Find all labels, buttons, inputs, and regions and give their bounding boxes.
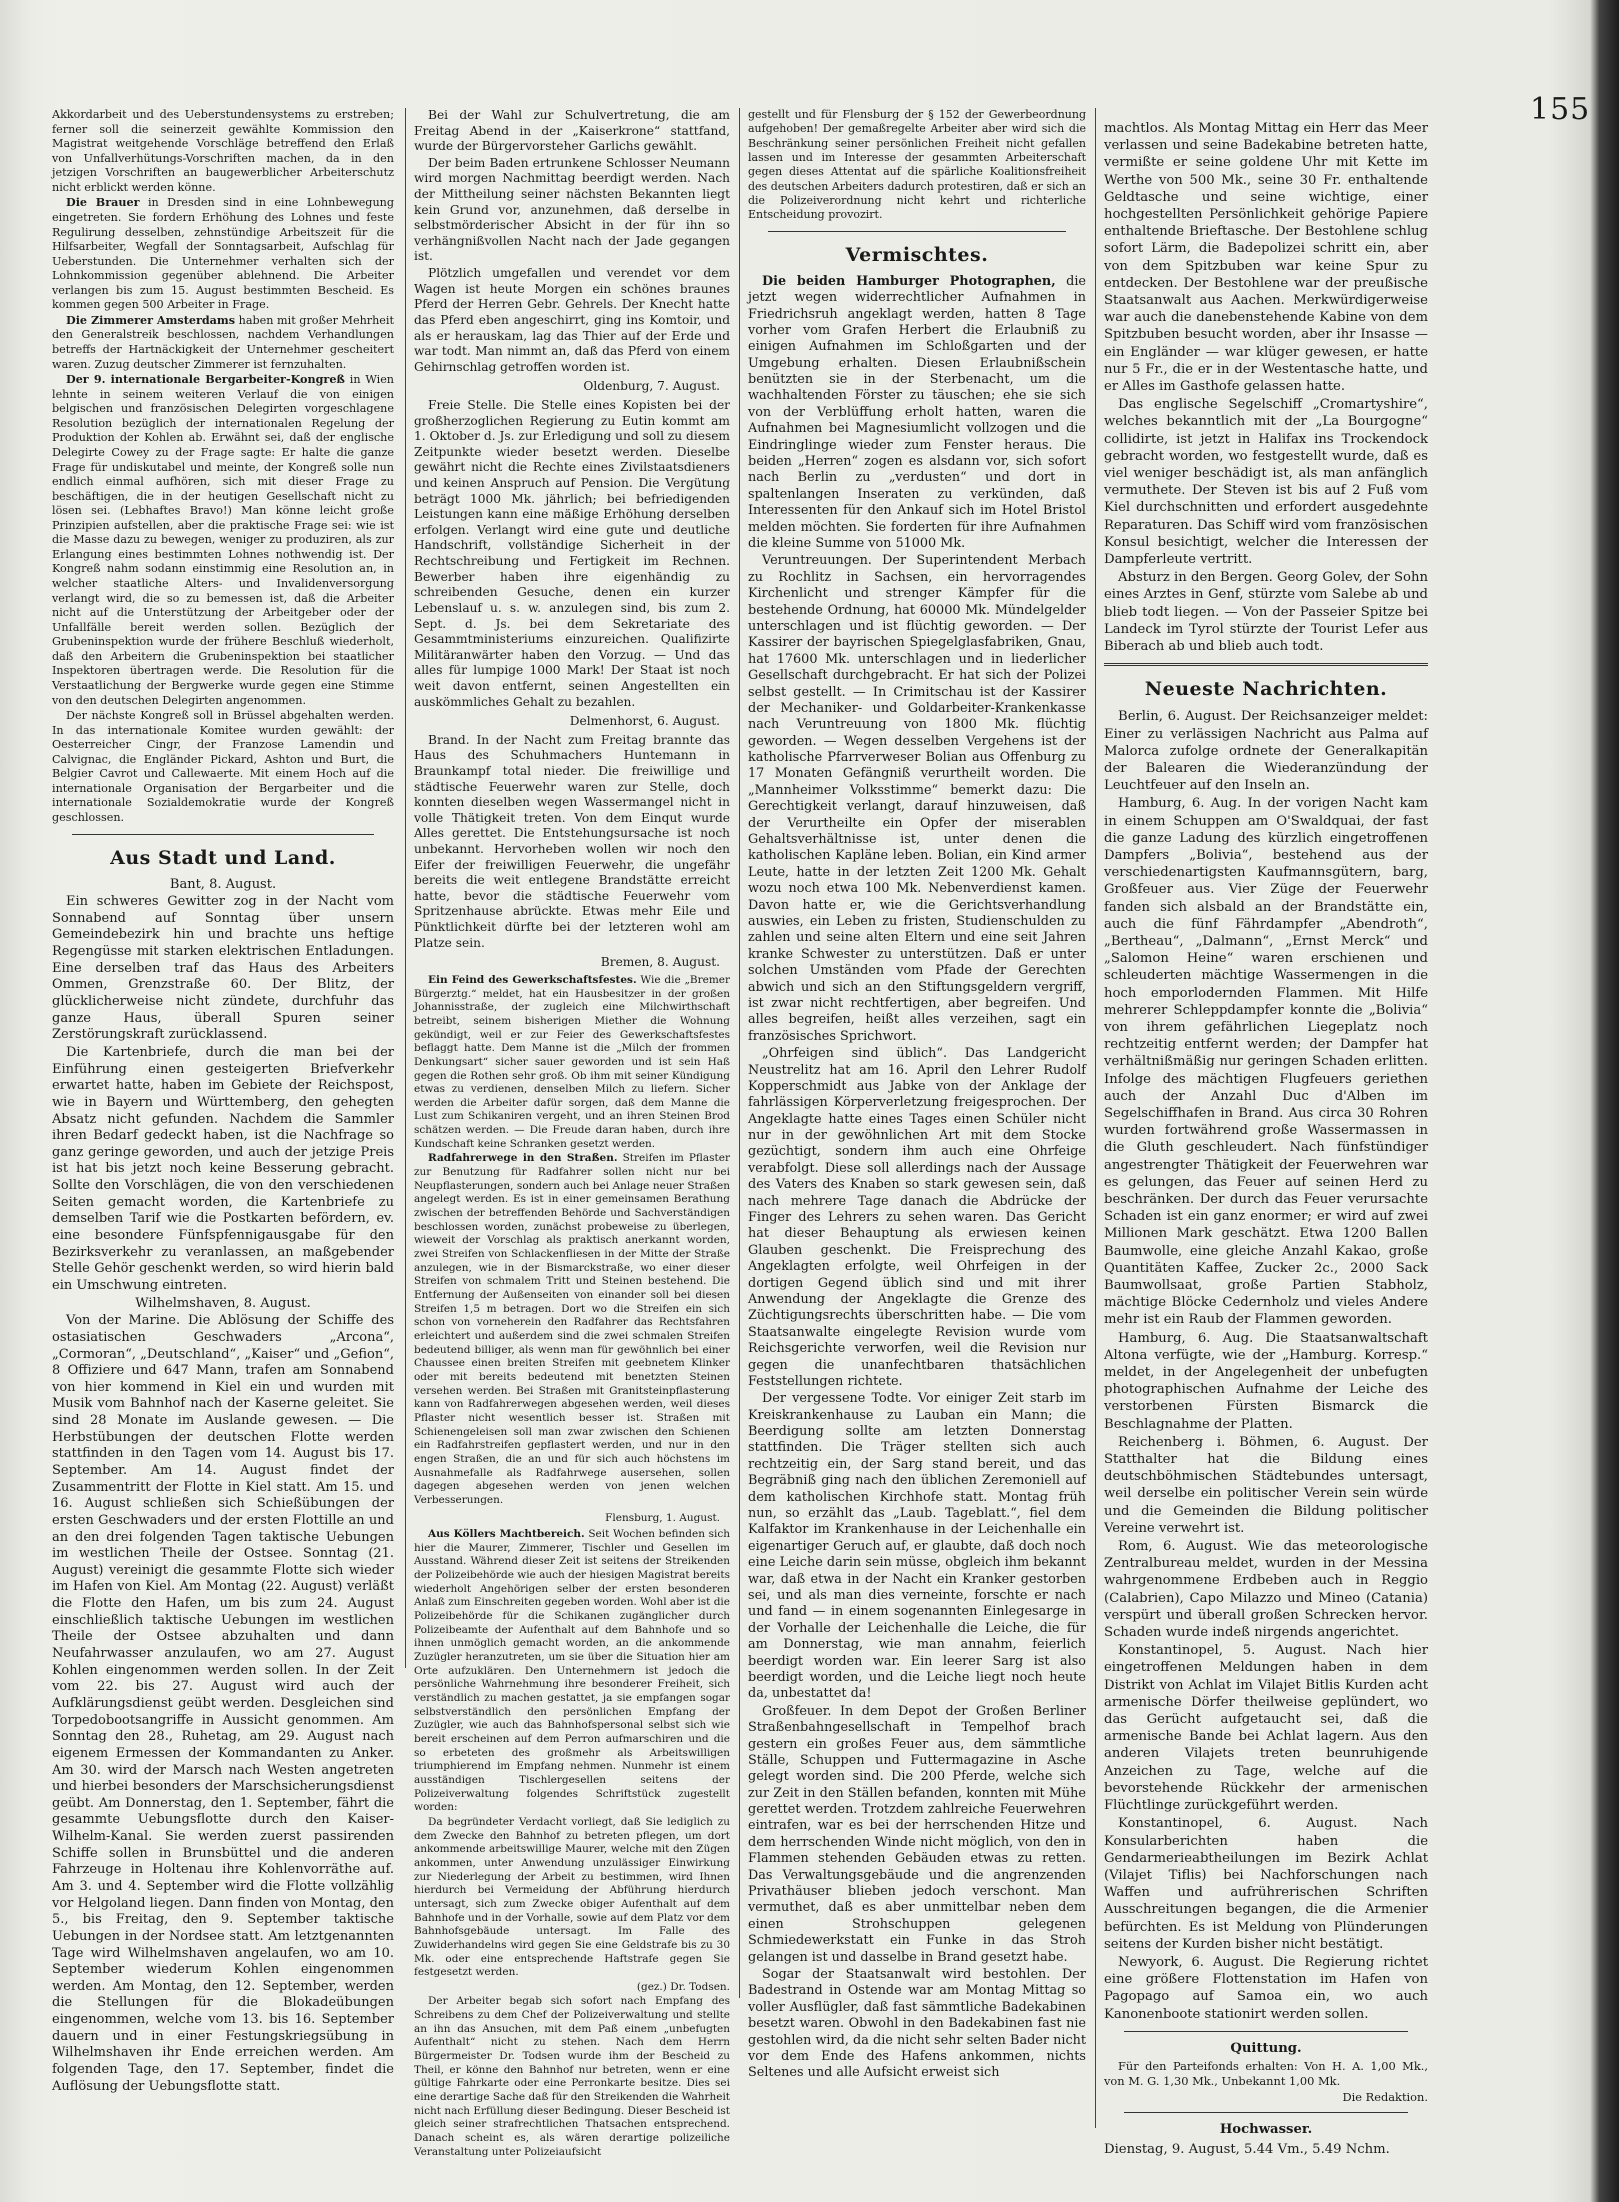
article-text: Von der Marine. Die Ablösung der Schiffe des ostasiatischen Geschwaders „Arcona“, „Cormoran“, „Deutschland“, „Kaiser“ und „Gefion“, 8 Offiziere und 647 Mann, trafen am Sonnabend von hier kommend in Kiel ein und wurden mit Musik vom Bahnhof nach der Kaserne geleitet. Sie sind 28 Monate im Auslande gewesen. — Die Herbstübungen der deutschen Flotte werden stattfinden in den Tagen vom 14. August bis 17. September. Am 14. August findet der Zusammentritt der Flotte in Kiel statt. Am 15. und 16. August schließen sich Schießübungen der ersten Geschwaders und der ersten Flottille an und an den drei folgenden Tagen taktische Uebungen im westlichen Theile der Ostsee. Sonntag (21. August) vereinigt die gesammte Flotte sich wieder im Hafen von Kiel. Am Montag (22. August) verläßt die Flotte den Hafen, um bis zum 24. August einschließlich taktische Uebungen im westlichen Theile der Ostsee abzuhalten und dann Neufahrwasser anzulaufen, wo am 27. August Kohlen eingenommen werden sollen. In der Zeit vom 22. bis 27. August wird auch der Aufklärungsdienst geübt werden. Desgleichen sind Torpedobootsangriffe in Aussicht genommen. Am Sonntag den 28., Ruhetag, am 29. August nach eigenem Ermessen der Kommandanten zu Anker. Am 30. wird der Marsch nach Westen angetreten und hierbei besonders der Marschsicherungsdienst geübt. Am Donnerstag, den 1. September, fährt die gesammte Uebungsflotte durch den Kaiser-Wilhelm-Kanal. Sie werden zuerst passirenden Schiffe sollen in Brunsbüttel und die anderen Fahrzeuge in Holtenau ihre Kohlenvorräthe auf. Am 3. und 4. September wird die Flotte vollzählig vor Helgoland liegen. Dann finden von Montag, den 5., bis Freitag, den 9. September taktische Uebungen in der Nordsee statt. Am letztgenannten Tage wird Wilhelmshaven angelaufen, wo am 10. September wiederum Kohlen eingenommen werden. Am Montag, den 12. September, werden die Stellungen für die Blokadeübungen eingenommen, welche vom 13. bis 16. September dauern und in einer Festungskriegsübung in Wilhelmshaven ihr Ende erreichen werden. Am folgenden Tage, den 17. September, findet die Auflösung der Uebungsflotte statt. [52, 1313, 394, 2094]
page-number: 155 [1530, 92, 1591, 127]
column-rule [739, 108, 740, 1998]
article-text: Newyork, 6. August. Die Regierung richtet eine größere Flottenstation im Hafen von Pagopago auf Samoa ein, wo auch Kanonenboote stationirt werden sollen. [1104, 1954, 1428, 2022]
article-text: machtlos. Als Montag Mittag ein Herr das Meer verlassen und seine Badekabine betreten hatte, vermißte er seine goldene Uhr mit Kette im Werthe von 500 Mk., seine 30 Fr. enthaltende Geldtasche und seine wichtige, einer hochgestellten Persönlichkeit gehörige Papiere enthaltende Brieftasche. Der Bestohlene schlug sofort Lärm, die Badepolizei schritt ein, aber von dem Spitzbuben war keine Spur zu entdecken. Der Bestohlene war der preußische Staatsanwalt aus Aachen. Merkwürdigerweise war auch die danebenstehende Kabine von dem Spitzbuben besucht worden, aber ihr Insasse — ein Engländer — war klüger gewesen, er hatte nur 5 Fr., die er in der Westentasche hatte, und er Alles im Gasthofe gelassen hatte. [1104, 121, 1428, 395]
article-text: Die Kartenbriefe, durch die man bei der Einführung einen gesteigerten Briefverkehr erwartet hatte, haben im Gebiete der Reichspost, wie in Bayern und Württemberg, den gehegten Absatz nicht gefunden. Nachdem die Sammler ihren Bedarf gedeckt haben, ist die Nachfrage so ganz geringe geworden, und auch der jetzige Preis ist hat bis jetzt noch keine Besserung gebracht. Sollte den Vorschlägen, die von den verschiedenen Seiten gemacht worden, die Kartenbriefe zu demselben Tarif wie die Postkarten befördern, ev. eine besondere Fünfspfennigausgabe für den Bezirksverkehr zu veranlassen, an maßgebender Stelle Gehör geschenkt werden, so wird hierin bald ein Umschwung eintreten. [52, 1044, 394, 1293]
section-title: Neueste Nachrichten. [1144, 678, 1388, 701]
article-text: Der beim Baden ertrunkene Schlosser Neumann wird morgen Nachmittag beerdigt werden. Nach der Mittheilung seiner nächsten Bekannten liegt kein Grund vor, anzunehmen, daß derselbe in selbstmörderischer Absicht in der für ihn so verhängnißvollen Nacht nach der Jade gegangen ist. [414, 155, 730, 264]
article-heading: Der 9. internationale Bergarbeiter-Kongreß [66, 373, 345, 387]
signature: (gez.) Dr. Todsen. [636, 1980, 730, 1993]
article-text: Der nächste Kongreß soll in Brüssel abgehalten werden. In das internationale Komitee wurden gewählt: der Oesterreicher Cingr, der Franzose Lamendin und Calvignac, die Engländer Pickard, Ashton und Burt, die Belgier Cavrot und Callewaerte. Mit einem Hoch auf die internationale Organisation der Bergarbeiter und die internationale Sozialdemokratie wurde der Kongreß geschlossen. [52, 709, 394, 824]
divider [1104, 663, 1428, 666]
column-3 [748, 108, 1086, 2083]
article-text: Der vergessene Todte. Vor einiger Zeit starb im Kreiskrankenhause zu Lauban ein Mann; die Beerdigung sollte am letzten Donnerstag stattfinden. Die Träger stellten sich auch rechtzeitig ein, der Sarg stand bereit, und das Begräbniß ging nach den üblichen Zeremoniell auf dem katholischen Kirchhofe statt. Montag früh nun, so erzählt das „Laub. Tageblatt.“, fiel dem Kalfaktor im Krankenhause in der Leichenhalle ein eigenartiger Geruch auf, er glaubte, daß doch noch eine Leiche darin sein müsse, obgleich ihm bekannt war, daß etwa in der Nacht ein Kranker gestorben sei, und als man dies verneinte, forschte er nach und fand — in einem sogenannten Einlegesarge in der Vorhalle der Leichenhalle die Leiche, die für am Donnerstag, wie man annahm, feierlich beerdigt worden war. Ein leerer Sarg ist also beerdigt worden, und die Leiche liegt noch heute da, unbestattet da! [748, 1391, 1086, 1702]
article-text: Rom, 6. August. Wie das meteorologische Zentralbureau meldet, wurden in der Messina wahrgenommene Erdbeben auch in Reggio (Calabrien), Capo Milazzo und Mineo (Catania) verspürt und überall großen Schrecken hervor. Schaden wurde indeß nirgends angerichtet. [1104, 1539, 1428, 1641]
article-text: „Ohrfeigen sind üblich“. Das Landgericht Neustrelitz hat am 16. April den Lehrer Rudolf Kopperschmidt aus Jabke von der Anklage der fahrlässigen Körperverletzung freigesprochen. Der Angeklagte hatte eines Tages einen Schüler nicht nur in der gewöhnlichen Art mit dem Stocke gezüchtigt, sondern ihm auch eine Ohrfeige verabfolgt. Diese soll allerdings nach der Aussage des Vaters des Knaben so stark gewesen sein, daß nach mehrere Tage danach die Abdrücke der Finger des Lehrers zu sehen waren. Das Gericht hat dieser Behauptung als erwiesen keinen Glauben geschenkt. Die Freisprechung des Angeklagten erfolgte, weil Ohrfeigen in der dortigen Gegend üblich sind und mit ihrer Anwendung der Angeklagte die Grenze des Züchtigungsrechts überschritten habe. — Die vom Staatsanwalte eingelegte Revision wurde vom Reichsgerichte verworfen, weil die Revision nur gegen die unanfechtbaren thatsächlichen Feststellungen richtete. [748, 1046, 1086, 1389]
column-rule [405, 108, 406, 1668]
dateline: Wilhelmshaven, 8. August. [135, 1295, 311, 1311]
article-text: Plötzlich umgefallen und verendet vor dem Wagen ist heute Morgen ein schönes braunes Pferd der Herren Gebr. Gehrels. Der Knecht hatte das Pferd eben angeschirrt, ging ins Komtoir, und als er herauskam, lag das Thier auf der Erde und war todt. Man nimmt an, daß das Pferd von einem Gehirnschlag getroffen worden ist. [414, 266, 730, 374]
hochwasser-text: Dienstag, 9. August, 5.44 Vm., 5.49 Nchm. [1104, 2141, 1390, 2157]
article-text: haben mit großer Mehrheit den Generalstreik beschlossen, nachdem Verhandlungen betreffs der Hartnäckigkeit der Unternehmer gescheitert waren. Zuzug deutscher Zimmerer ist fernzuhalten. [52, 313, 394, 371]
article-heading: Die Brauer [66, 196, 140, 210]
article-text: Berlin, 6. August. Der Reichsanzeiger meldet: Einer zu verlässigen Nachricht aus Palma auf Malorca zufolge ordnete der Generalkapitän der Balearen die Wiederanzündung der Leuchtfeuer auf den Inseln an. [1104, 709, 1428, 794]
section-title: Vermischtes. [845, 243, 989, 266]
article-text: Streifen im Pflaster zur Benutzung für Radfahrer sollen nicht nur bei Neupflasterungen, sondern auch bei Anlage neuer Straßen angelegt werden. Es ist in einer gemeinsamen Berathung zwischen der betreffenden Behörde und Sachverständigen beschlossen worden, zunächst probeweise zu überlegen, wieweit der Vorschlag als praktisch anerkannt worden, zwei Streifen von Schlackenfliesen in der Mitte der Straße anzulegen, wie in der Bismarckstraße, wo einer dieser Streifen von schmalem Tritt und Steinen bestehend. Die Entfernung der Außenseiten von einander soll bei diesen Streifen 1,5 m betragen. Dort wo die Streifen ein sich schon von vorneherein den Radfahrer das Rechtsfahren erleichtert und außerdem sind die zwei schmalen Streifen bedeutend billiger, als wenn man für gewöhnlich bei einer Chaussee einen breiten Streifen mit geebnetem Klinker oder mit bereits bedeutend mit benetzten Steinen versehen werden. Bei Straßen mit Granitsteinpflasterung kann von Radfahrerwegen abgesehen werden, weil dieses Pflaster nicht wesentlich besser ist. Straßen mit Schienengeleisen soll man zwar zwischen den Schienen ein Radfahrstreifen gepflastert werden, und nur in den engen Straßen, die an und für sich auch höchstens im Ausnahmefalle als Radfahrwege ausersehen, sollen dagegen abgesehen werden von jenen welchen Verbesserungen. [414, 1152, 730, 1506]
column-2 [414, 108, 730, 2160]
article-text: gestellt und für Flensburg der § 152 der Gewerbeordnung aufgehoben! Der gemaßregelte Arbeiter aber wird sich die Beschränkung seiner persönlichen Freiheit nicht gefallen lassen und im Interesse der gesammten Arbeiterschaft gegen dieses Attentat auf die spärliche Koalitionsfreiheit des deutschen Arbeiters dadurch protestiren, daß er sich an die Polizeiverordnung nicht kehrt und richterliche Entscheidung provozirt. [748, 108, 1086, 222]
dateline: Delmenhorst, 6. August. [569, 714, 720, 729]
article-text: Hamburg, 6. Aug. In der vorigen Nacht kam in einem Schuppen am O'Swaldquai, der fast die ganze Ladung des kürzlich eingetroffenen Dampfers „Bolivia“, bestehend aus der verschiedenartigsten Kaufmannsgütern, barg, Großfeuer aus. Vier Züge der Feuerwehr fanden sich alsbald an der Brandstätte ein, auch die fünf Fährdampfer „Abendroth“, „Bertheau“, „Dalmann“, „Ernst Merck“ und „Salomon Heine“ waren erschienen und schleuderten mächtige Wassermengen in die hoch emporlodernden Flammen. Mit Hilfe mehrerer Schleppdampfer konnte die „Bolivia“ von ihrem gefährlichen Liegeplatz noch rechtzeitig entfernt werden; der Dampfer hat verhältnißmäßig nur geringen Schaden erlitten. Infolge des mächtigen Flugfeuers geriethen auch der Anzahl Duc d'Alben im Segelschiffhafen in Brand. Aus circa 30 Rohren wurden fortwährend große Wassermassen in die Gluth geschleudert. Nach fünfstündiger angestrengter Thätigkeit der Feuerwehren war es gelungen, das Feuer auf seinen Herd zu beschränken. Der durch das Feuer verursachte Schaden ist ein ganz enormer; er wird auf zwei Millionen Mark geschätzt. Etwa 1200 Ballen Baumwolle, eine gleiche Anzahl Kakao, große Quantitäten Kaffee, Zucker 2c., 2000 Sack Baumwollsaat, große Partien Stabholz, mächtige Blöcke Cedernholz und vieles Andere mehr ist ein Raub der Flammen geworden. [1104, 796, 1428, 1328]
article-text: Brand. In der Nacht zum Freitag brannte das Haus des Schuhmachers Huntemann in Braunkampf total nieder. Die freiwillige und städtische Feuerwehr waren zur Stelle, doch konnten dieselben wegen Wassermangel nicht in volle Thätigkeit treten. Von dem Einqut wurde Alles gerettet. Die Entstehungsursache ist noch unbekannt. Hervorheben wollen wir noch den Eifer der freiwilligen Feuerwehr, die ungefähr bereits die weit entlegene Brandstätte erreicht hatte, bevor die städtische Feuerwehr vom Spritzenhause abrückte. Etwas mehr Eile und Pünktlichkeit dürfte bei der letzteren wohl am Platze sein. [414, 732, 730, 950]
article-text: Veruntreuungen. Der Superintendent Merbach zu Rochlitz in Sachsen, ein hervorragendes Kirchenlicht und strenger Kämpfer für die bestehende Ordnung, hat 60000 Mk. Mündelgelder unterschlagen und ist flüchtig geworden. — Der Kassirer der bayrischen Spiegelglasfabriken, Gnau, hat 17600 Mk. unterschlagen und in liederlicher Gesellschaft durchgebracht. Er hat sich der Polizei selbst gestellt. — In Crimitschau ist der Kassirer der Mechaniker- und Goldarbeiter-Krankenkasse nach Veruntreuung von 1800 Mk. flüchtig geworden. — Wegen desselben Vergehens ist der katholische Pfarrverweser Bolian aus Offenburg zu 17 Monaten Gefängniß verurtheilt worden. Die „Mannheimer Volksstimme“ bemerkt dazu: Die Gerechtigkeit verlangt, darauf hinzuweisen, daß der Verurtheilte ein Opfer der miserablen Gehaltsverhältnisse ist, unter denen die katholischen Kapläne leben. Bolian, ein Kind armer Leute, hatte in der letzten Zeit 1200 Mk. Gehalt wozu noch etwa 100 Mk. Nebenverdienst kamen. Davon hatte er, wie die Gerichtsverhandlung auswies, ein Leben zu fristen, Studienschulden zu zahlen und seine alten Eltern und eine seit Jahren kranke Schwester zu unterstützen. Daß er unter solchen Umständen vom Pfade der Gerechten abwich und sich an den Stiftungsgeldern vergriff, ist zwar nicht rechtfertigen, aber begreifen. Und alles begreifen, heißt alles verzeihen, sagt ein französisches Sprichwort. [748, 553, 1086, 1044]
dateline: Bant, 8. August. [169, 876, 277, 892]
article-text: Akkordarbeit und des Ueberstundensystems zu erstreben; ferner soll die seinerzeit gewählte Kommission den Magistrat weitgehende Vorschläge betreffend den Erlaß von Unfallverhütungs-Vorschriften machen, da in den jetzigen Vorschriften an baugewerblicher Arbeiterschutz nicht erblickt werden könne. [52, 108, 394, 194]
divider [768, 231, 1066, 232]
article-text: Reichenberg i. Böhmen, 6. August. Der Statthalter hat die Bildung eines deutschböhmischen Städtebundes untersagt, weil derselbe ein politischer Verein sein würde und die Gemeinden die Bildung politischer Vereine verwehrt ist. [1104, 1434, 1428, 1536]
article-heading: Aus Köllers Machtbereich. [428, 1528, 585, 1541]
quittung-text: Für den Parteifonds erhalten: Von H. A. 1,00 Mk., von M. G. 1,30 Mk., Unbekannt 1,00 Mk. [1104, 2058, 1428, 2088]
article-text: Seit Wochen befinden sich hier die Maurer, Zimmerer, Tischler und Gesellen im Ausstand. Während dieser Zeit ist seitens der Streikenden der Polizeibehörde wie auch der hiesigen Magistrat bereits wiederholt Angehörigen selber der ersten besonderen Anlaß zum Einschreiten gegeben worden. Wohl aber ist die Polizeibehörde für die Schikanen zugänglicher durch Polizeibeamte der Aufenthalt auf dem Bahnhofe und so ihnen unmöglich gemacht worden, an die ankommende Zuzügler heranzutreten, um sie über die Situation hier am Orte aufzuklären. Den Unternehmern ist jedoch die persönliche Wahrnehmung ihre besonderer Freiheit, sich verständlich zu machen gestattet, ja sie empfangen sogar selbstverständlich den persönlichen Empfang der Zuzügler, wie auch das Bahnhofspersonal selbst sich wie bereit erscheinen auf dem Perron aufmarschiren und die so erbeteten des großmehr als Arbeitswilligen triumphierend im Empfang nehmen. Nunmehr ist einem ausständigen Tischlergesellen seitens der Polizeiverwaltung folgendes Schriftstück zugestellt worden: [414, 1528, 730, 1814]
article-text: Sogar der Staatsanwalt wird bestohlen. Der Badestrand in Ostende war am Montag Mittag so voller Ausflügler, daß fast sämmtliche Badekabinen besetzt waren. Obwohl in den Badekabinen fast nie gestohlen wird, da die nicht sehr selten Bader nicht vor dem Ende des Hafens ankommen, nichts Seltenes und alle Aufsicht erweist sich [748, 1966, 1086, 2081]
article-text: Absturz in den Bergen. Georg Golev, der Sohn eines Arztes in Genf, stürzte vom Salebe ab und blieb todt liegen. — Von der Passeier Spitze bei Landeck im Tyrol stürzte der Tourist Lefer aus Biberach ab und blieb auch todt. [1104, 570, 1428, 655]
article-text: Konstantinopel, 5. August. Nach hier eingetroffenen Meldungen haben in dem Distrikt von Achlat im Vilajet Bitlis Kurden acht armenische Dörfer theilweise geplündert, wo das Gerücht aufgetaucht sei, daß die armenische Bande bei Achlat lagern. Aus den anderen Vilajets treten beunruhigende Anzeichen zu Tage, welche auf die bevorstehende Rückkehr der armenischen Flüchtlinge zurückgeführt werden. [1104, 1643, 1428, 1814]
article-text: Das englische Segelschiff „Cromartyshire“, welches bekanntlich mit der „La Bourgogne“ collidirte, ist jetzt in Halifax ins Trockendock gebracht worden, wo festgestellt wurde, daß es viel weniger beschädigt ist, als man anfänglich vermuthete. Der Steven ist bis auf 2 Fuß vom Kiel durchschnitten und erfordert ausgedehnte Reparaturen. Das Schiff wird vom französischen Konsul besichtigt, welcher die Interessen der Dampferleute vertritt. [1104, 397, 1428, 568]
article-text: die jetzt wegen widerrechtlicher Aufnahmen in Friedrichsruh angeklagt werden, hatten 8 Tage vorher vom Grafen Herbert die Erlaubniß zu einigen Aufnahmen im Schloßgarten und der Umgebung erhalten. Diesen Erlaubnißschein benützten sie in der Sterbenacht, um die wachhaltenden Förster zu täuschen; ehe sie sich von der Verblüffung erholt hatten, waren die Aufnahmen bei Magnesiumlicht vollzogen und die Eindringlinge wieder zum Fenster heraus. Die beiden „Herren“ zogen es alsdann vor, sich sofort nach Berlin zu „verdusten“ und dort in spaltenlangen Inseraten zu verkünden, daß Interessenten für den Ankauf sich im Hotel Bristol melden möchten. Sie forderten für ihre Aufnahmen die kleine Summe von 51000 Mk. [748, 273, 1086, 551]
article-text: Bei der Wahl zur Schulvertretung, die am Freitag Abend in der „Kaiserkrone“ stattfand, wurde der Bürgervorsteher Garlichs gewählt. [414, 108, 730, 154]
article-text: Wie die „Bremer Bürgerztg.“ meldet, hat ein Hausbesitzer in der großen Johannisstraße, der zugleich eine Milchwirthschaft betreibt, seinem bisherigen Miether die Wohnung gekündigt, weil er zur Feier des Gewerkschaftsfestes beflaggt hatte. Dem Manne ist die „Milch der frommen Denkungsart“ sicher sauer geworden und ist sein Haß gegen die Rothen sehr groß. Ob ihm mit seiner Kündigung etwas zu verdienen, denselben Milch zu liefern. Sicher werden die Arbeiter dafür sorgen, daß dem Manne die Lust zum Schikaniren vergeht, und an ihren Steinen Brod schätzen werden. — Die Freude daran haben, durch ihre Kundschaft keine Schranken gesetzt werden. [414, 973, 730, 1150]
dateline: Bremen, 8. August. [600, 955, 720, 970]
article-text: Ein schweres Gewitter zog in der Nacht vom Sonnabend auf Sonntag über unsern Gemeindebezirk hin und brachte uns heftige Regengüsse mit starken elektrischen Entladungen. Eine derselben traf das Haus des Arbeiters Ommen, Grenzstraße 60. Der Blitz, der glücklicherweise nicht zündete, durchfuhr das ganze Haus, überall Spuren seiner Zerstörungskraft zurücklassend. [52, 894, 394, 1043]
dateline: Flensburg, 1. August. [605, 1511, 720, 1524]
article-heading: Ein Feind des Gewerkschaftsfestes. [428, 973, 637, 986]
quittung-title: Quittung. [1230, 2040, 1302, 2056]
divider [1124, 2031, 1408, 2032]
page-edge [1599, 0, 1619, 2202]
article-text: Großfeuer. In dem Depot der Großen Berliner Straßenbahngesellschaft in Tempelhof brach gestern ein großes Feuer aus, dem sämmtliche Ställe, Schuppen und Futtermagazine in Asche gelegt worden sind. Die 200 Pferde, welche sich zur Zeit in den Ställen befanden, konnten mit Mühe gerettet werden. Trotzdem zahlreiche Feuerwehren eintrafen, war es bei der herrschenden Hitze und dem herrschenden Winde nicht möglich, von den in Flammen stehenden Gebäuden etwas zu retten. Das Verwaltungsgebäude und die angrenzenden Privathäuser blieben jedoch verschont. Man vermuthet, daß es aber unmittelbar neben dem einen Strohschuppen gelegenen Schmiedewerkstatt ein Funke in das Stroh gelangen ist und dasselbe in Brand gesetzt habe. [748, 1703, 1086, 1965]
signature: Die Redaktion. [1342, 2089, 1428, 2104]
article-quote: Da begründeter Verdacht vorliegt, daß Sie lediglich zu dem Zwecke den Bahnhof zu betreten pflegen, um dort ankommende arbeitswillige Maurer, welche mit den Zügen ankommen, unter Anwendung unzulässiger Einwirkung zur Niederlegung der Arbeit zu bestimmen, wird Ihnen hierdurch bei Vermeidung der Abführung hierdurch untersagt, sich zum Zwecke obiger Aufenthalt auf dem Bahnhofe und in der Vorhalle, sowie auf dem Platz vor dem Bahnhofsgebäude untersagt. Im Falle des Zuwiderhandelns wird gegen Sie eine Geldstrafe bis zu 30 Mk. oder eine entsprechende Haftstrafe gegen Sie festgesetzt werden. [414, 1815, 730, 1979]
article-heading: Die beiden Hamburger Photographen, [762, 273, 1056, 289]
article-text: Der Arbeiter begab sich sofort nach Empfang des Schreibens zu dem Chef der Polizeiverwaltung und stellte an ihn das Ansuchen, mit dem Paß einem „unbefugten Aufenthalt“ nicht zu stehen. Nach dem Herrn Bürgermeister Dr. Todsen wurde ihm der Bescheid zu Theil, er könne den Bahnhof nur betreten, wenn er eine gültige Fahrkarte oder eine Perronkarte besitze. Dies sei eine derartige Sache daß für den Streikenden die Wahrheit nicht nach Erfüllung dieser Bedingung. Dieser Bescheid ist gleich seiner strafrechtlichen Thatsachen entsprechend. Danach scheint es, als wären derartige polizeiliche Veranstaltung unter Polizeiaufsicht [414, 1995, 731, 2158]
article-heading: Die Zimmerer Amsterdams [66, 313, 236, 327]
column-1 [52, 108, 394, 2096]
divider [1124, 2112, 1408, 2113]
article-text: in Dresden sind in eine Lohnbewegung eingetreten. Sie fordern Erhöhung des Lohnes und feste Regulirung desselben, zehnstündige Arbeitszeit für die Hilfsarbeiter, Wegfall der Sonntagsarbeit, Aufschlag für Ueberstunden. Die Unternehmer verhalten sich der Lohnkommission gegenüber ablehnend. Die Arbeiter verlangen bis zum 15. August bestimmten Bescheid. Es kommen gegen 500 Arbeiter in Frage. [52, 196, 395, 312]
article-heading: Radfahrerwege in den Straßen. [428, 1152, 618, 1165]
divider [72, 834, 374, 835]
section-title: Aus Stadt und Land. [110, 846, 336, 869]
article-text: in Wien lehnte in seinem weiteren Verlauf die von einigen belgischen und französischen Delegirten vorgeschlagene Resolution bezüglich der internationalen Regelung der Produktion der Kohlen ab. Erwähnt sei, daß der englische Delegirte Cowey zu der Frage sagte: Er halte die ganze Frage für undiskutabel und meinte, der Kongreß solle nun endlich einmal aufhören, sich mit dieser Frage zu beschäftigen, die in der heutigen Gesellschaft nicht zu lösen sei. (Lebhaftes Bravo!) Man könne leicht große Prinzipien aufstellen, aber die praktische Frage sei: wie ist die Masse dazu zu bewegen, weniger zu produziren, als zur Erlangung eines bestimmten Lohnes nothwendig ist. Der Kongreß nahm sodann einstimmig eine Resolution an, in welcher staatliche Alters- und Invalidenversorgung verlangt wird, die so zu bemessen ist, daß die Arbeiter nicht auf die Unterstützung der Arbeitgeber oder der Unfallfälle bereit werden sollen. Bezüglich der Grubeninspektion wurde der frühere Beschluß wiederholt, daß den Arbeitern die Grubeninspektion bei staatlicher Inspektoren übertragen werde. Die Resolution für die Verstaatlichung der Bergwerke wurde gegen eine Stimme von den deutschen Delegirten angenommen. [52, 373, 394, 707]
hochwasser-title: Hochwasser. [1219, 2122, 1313, 2138]
article-text: Freie Stelle. Die Stelle eines Kopisten bei der großherzoglichen Regierung zu Eutin kommt am 1. Oktober d. Js. zur Erledigung und soll zu diesem Zeitpunkte wieder besetzt werden. Dieselbe gewährt nicht die Rechte eines Zivilstaatsdieners und keinen Anspruch auf Pension. Die Vergütung beträgt 1000 Mk. jährlich; bei befriedigenden Leistungen kann eine mäßige Erhöhung derselben erfolgen. Verlangt wird eine gute und deutliche Handschrift, vollständige Sicherheit in der Rechtschreibung und Fertigkeit im Rechnen. Bewerber haben ihre eigenhändig zu schreibenden Gesuche, denen ein kurzer Lebenslauf u. s. w. anzulegen sind, bis zum 2. Sept. d. Js. bei dem Sekretariate des Gesammtministeriums einzureichen. Qualifizirte Militäranwärter haben den Vorzug. — Und das alles für lumpige 1000 Mark! Der Staat ist noch weit davon entfernt, seinen Angestellten ein auskömmliches Gehalt zu bezahlen. [414, 397, 730, 709]
column-rule [1095, 108, 1096, 2128]
dateline: Oldenburg, 7. August. [583, 379, 720, 394]
article-text: Konstantinopel, 6. August. Nach Konsularberichten haben die Gendarmerieabtheilungen im Bezirk Achlat (Vilajet Tiflis) bei Nachforschungen nach Waffen und aufrührerischen Schriften Ausschreitungen begangen, die die Armenier befürchten. Es ist Meldung von Plünderungen seitens der Kurden bisher nicht bestätigt. [1104, 1816, 1428, 1952]
article-text: Hamburg, 6. Aug. Die Staatsanwaltschaft Altona verfügte, wie der „Hamburg. Korresp.“ meldet, in der Angelegenheit der unbefugten photographischen Aufnahme der Leiche des verstorbenen Fürsten Bismarck die Beschlagnahme der Platten. [1104, 1330, 1428, 1432]
column-4 [1104, 120, 1428, 2159]
